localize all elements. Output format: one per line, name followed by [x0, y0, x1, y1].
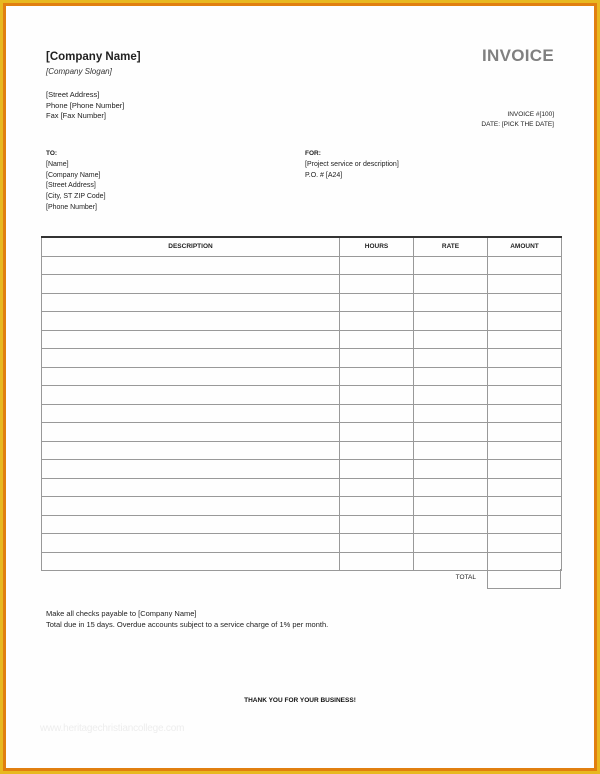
sender-address-block — [46, 90, 124, 122]
bill-to-block — [46, 149, 106, 214]
sender-phone[interactable]: Phone [Phone Number] — [46, 100, 125, 110]
payment-terms — [46, 609, 328, 630]
cell-description[interactable] — [42, 312, 340, 331]
thank-you-message: THANK YOU FOR YOUR BUSINESS! — [244, 697, 356, 704]
company-slogan[interactable]: [Company Slogan] — [46, 67, 112, 76]
header-rate: RATE — [414, 237, 488, 256]
cell-description[interactable] — [42, 293, 340, 312]
table-row — [42, 349, 562, 368]
cell-amount[interactable] — [488, 312, 562, 331]
cell-description[interactable] — [42, 515, 340, 534]
cell-rate[interactable] — [414, 367, 488, 386]
project-description[interactable]: [Project service or description] — [305, 160, 399, 168]
cell-amount[interactable] — [488, 478, 562, 497]
cell-amount[interactable] — [488, 293, 562, 312]
invoice-date[interactable]: DATE: [PICK THE DATE] — [481, 120, 554, 128]
sender-fax[interactable]: Fax [Fax Number] — [46, 111, 107, 120]
invoice-title: INVOICE — [481, 46, 554, 65]
cell-description[interactable] — [42, 478, 340, 497]
table-row — [42, 386, 562, 405]
watermark: www.heritagechristiancollege.com — [40, 723, 185, 734]
cell-rate[interactable] — [414, 478, 488, 497]
bill-to-company[interactable]: [Company Name] — [46, 171, 101, 179]
cell-rate[interactable] — [414, 552, 488, 571]
cell-description[interactable] — [42, 367, 340, 386]
cell-description[interactable] — [42, 330, 340, 349]
cell-amount[interactable] — [488, 497, 562, 516]
cell-hours[interactable] — [340, 423, 414, 442]
cell-hours[interactable] — [340, 386, 414, 405]
table-row — [42, 275, 562, 294]
due-terms-line: Total due in 15 days. Overdue accounts subject to a service charge of 1% per month. — [46, 619, 329, 629]
invoice-meta — [481, 110, 554, 129]
cell-hours[interactable] — [340, 293, 414, 312]
table-row — [42, 312, 562, 331]
cell-description[interactable] — [42, 534, 340, 553]
total-label: TOTAL — [455, 574, 476, 581]
cell-hours[interactable] — [340, 497, 414, 516]
bill-to-label: TO: — [46, 150, 58, 157]
cell-description[interactable] — [42, 275, 340, 294]
table-header-row — [42, 237, 562, 256]
cell-amount[interactable] — [488, 423, 562, 442]
cell-hours[interactable] — [340, 349, 414, 368]
cell-hours[interactable] — [340, 552, 414, 571]
cell-amount[interactable] — [488, 330, 562, 349]
cell-rate[interactable] — [414, 349, 488, 368]
po-number[interactable]: P.O. # [A24] — [305, 171, 343, 179]
table-row — [42, 367, 562, 386]
cell-hours[interactable] — [340, 330, 414, 349]
cell-amount[interactable] — [488, 275, 562, 294]
cell-hours[interactable] — [340, 460, 414, 479]
cell-rate[interactable] — [414, 404, 488, 423]
table-row — [42, 552, 562, 571]
payable-to-line: Make all checks payable to [Company Name] — [46, 609, 197, 618]
cell-rate[interactable] — [414, 497, 488, 516]
cell-rate[interactable] — [414, 312, 488, 331]
cell-rate[interactable] — [414, 441, 488, 460]
table-row — [42, 497, 562, 516]
cell-rate[interactable] — [414, 515, 488, 534]
cell-hours[interactable] — [340, 312, 414, 331]
cell-hours[interactable] — [340, 441, 414, 460]
cell-description[interactable] — [42, 423, 340, 442]
table-row — [42, 460, 562, 479]
cell-hours[interactable] — [340, 478, 414, 497]
header-description: DESCRIPTION — [42, 237, 340, 256]
sender-street-address[interactable]: [Street Address] — [46, 90, 100, 99]
header-hours: HOURS — [340, 237, 414, 256]
cell-rate[interactable] — [414, 460, 488, 479]
table-body — [42, 256, 562, 571]
cell-description[interactable] — [42, 552, 340, 571]
table-row — [42, 404, 562, 423]
cell-hours[interactable] — [340, 275, 414, 294]
cell-amount[interactable] — [488, 441, 562, 460]
cell-amount[interactable] — [488, 367, 562, 386]
table-row — [42, 534, 562, 553]
cell-rate[interactable] — [414, 275, 488, 294]
cell-description[interactable] — [42, 441, 340, 460]
table-row — [42, 293, 562, 312]
cell-description[interactable] — [42, 497, 340, 516]
bill-to-city[interactable]: [City, ST ZIP Code] — [46, 193, 106, 201]
cell-amount[interactable] — [488, 460, 562, 479]
table-row — [42, 423, 562, 442]
cell-rate[interactable] — [414, 330, 488, 349]
cell-hours[interactable] — [340, 534, 414, 553]
cell-amount[interactable] — [488, 256, 562, 275]
cell-amount[interactable] — [488, 386, 562, 405]
invoice-number[interactable]: INVOICE #[100] — [507, 111, 554, 118]
table-row — [42, 330, 562, 349]
cell-hours[interactable] — [340, 367, 414, 386]
cell-description[interactable] — [42, 386, 340, 405]
line-items-table — [41, 236, 562, 571]
cell-amount[interactable] — [488, 515, 562, 534]
for-label: FOR: — [305, 150, 321, 157]
cell-amount[interactable] — [488, 349, 562, 368]
cell-description[interactable] — [42, 349, 340, 368]
cell-description[interactable] — [42, 460, 340, 479]
company-name[interactable]: [Company Name] — [46, 51, 141, 63]
table-row — [42, 515, 562, 534]
cell-amount[interactable] — [488, 404, 562, 423]
bill-to-street[interactable]: [Street Address] — [46, 182, 96, 190]
cell-rate[interactable] — [414, 256, 488, 275]
cell-hours[interactable] — [340, 256, 414, 275]
table-row — [42, 256, 562, 275]
for-block — [305, 149, 399, 181]
cell-rate[interactable] — [414, 386, 488, 405]
cell-rate[interactable] — [414, 423, 488, 442]
total-amount-cell[interactable] — [487, 569, 561, 589]
cell-hours[interactable] — [340, 404, 414, 423]
cell-amount[interactable] — [488, 552, 562, 571]
cell-description[interactable] — [42, 404, 340, 423]
table-row — [42, 441, 562, 460]
cell-description[interactable] — [42, 256, 340, 275]
cell-rate[interactable] — [414, 534, 488, 553]
table-row — [42, 478, 562, 497]
cell-hours[interactable] — [340, 515, 414, 534]
bill-to-name[interactable]: [Name] — [46, 160, 69, 168]
bill-to-phone[interactable]: [Phone Number] — [46, 203, 97, 211]
cell-amount[interactable] — [488, 534, 562, 553]
header-amount: AMOUNT — [488, 237, 562, 256]
cell-rate[interactable] — [414, 293, 488, 312]
